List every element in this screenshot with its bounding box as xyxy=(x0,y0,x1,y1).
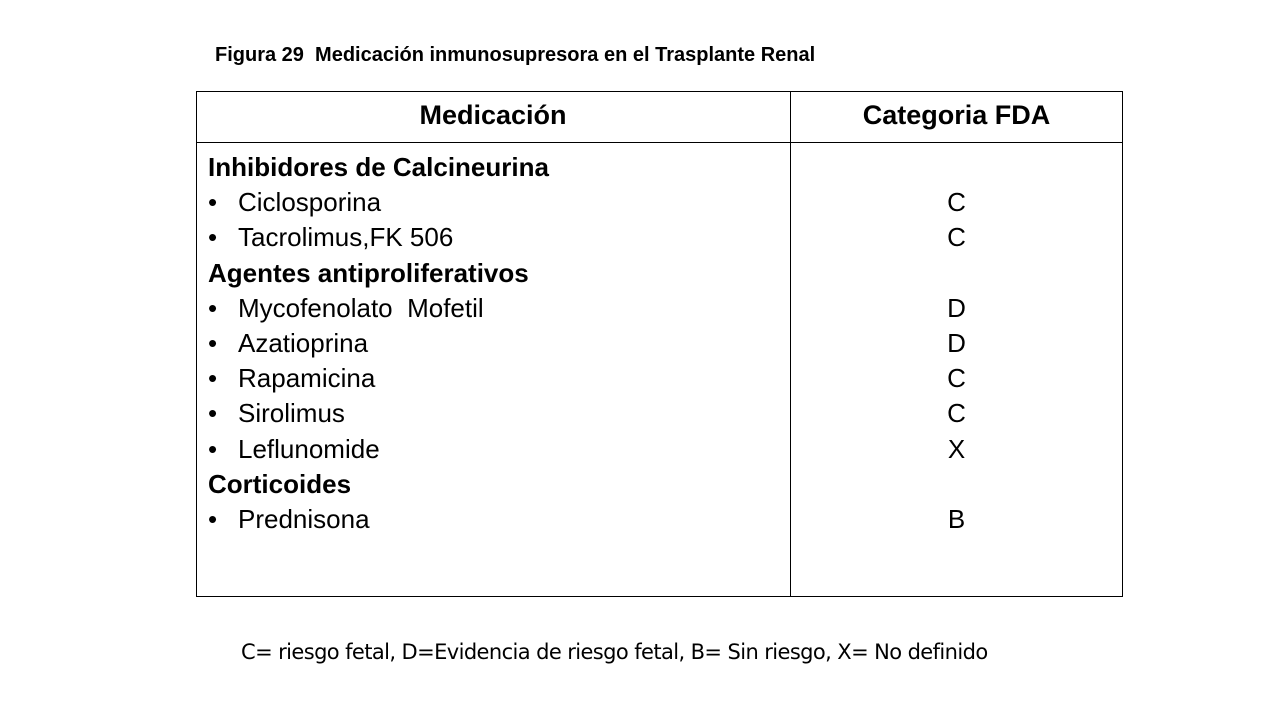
medication-item xyxy=(208,185,549,220)
bullet-icon: • xyxy=(208,433,218,464)
fda-category-value: C xyxy=(947,363,966,394)
medication-name: Leflunomide xyxy=(238,433,380,464)
group-label: Inhibidores de Calcineurina xyxy=(208,152,549,182)
group-heading xyxy=(208,467,549,502)
table-border-right xyxy=(1122,92,1123,596)
fda-category-value: B xyxy=(947,503,966,534)
fda-category-value: X xyxy=(947,433,966,464)
medication-name: Rapamicina xyxy=(238,363,376,394)
medication-name: Prednisona xyxy=(238,503,370,534)
fda-category-value: D xyxy=(947,327,966,358)
bullet-icon: • xyxy=(208,398,218,429)
medication-item xyxy=(208,326,549,361)
medication-item xyxy=(208,220,549,255)
medication-column xyxy=(208,150,549,537)
bullet-icon: • xyxy=(208,222,218,253)
group-label: Agentes antiproliferativos xyxy=(208,257,529,288)
medication-item xyxy=(208,396,549,431)
medication-item xyxy=(208,502,549,537)
bullet-icon: • xyxy=(208,363,218,394)
figure-caption: Figura 29 Medicación inmunosupresora en el Trasplante Renal xyxy=(215,44,816,66)
fda-category-value: C xyxy=(947,187,966,218)
fda-category-value: C xyxy=(947,222,966,253)
fda-category-value xyxy=(791,256,1122,291)
bullet-icon: • xyxy=(208,187,218,218)
bullet-icon: • xyxy=(208,327,218,358)
medication-name: Azatioprina xyxy=(238,327,369,358)
fda-category-value xyxy=(791,150,1122,185)
bullet-icon: • xyxy=(208,503,218,534)
header-medication: Medicación xyxy=(419,100,567,130)
group-heading xyxy=(208,256,549,291)
medication-name: Tacrolimus,FK 506 xyxy=(238,222,454,253)
bullet-icon: • xyxy=(208,292,218,323)
header-divider xyxy=(196,142,1123,143)
medication-item xyxy=(208,432,549,467)
fda-category-value: D xyxy=(947,292,966,323)
medication-table xyxy=(196,91,1123,597)
group-label: Corticoides xyxy=(208,468,352,499)
medication-item xyxy=(208,291,549,326)
medication-item xyxy=(208,361,549,396)
medication-name: Sirolimus xyxy=(238,398,345,429)
fda-category-value xyxy=(791,467,1122,502)
category-column xyxy=(791,150,1122,537)
table-border-left xyxy=(196,92,197,596)
group-heading xyxy=(208,150,549,185)
medication-name: Mycofenolato Mofetil xyxy=(238,292,484,323)
medication-name: Ciclosporina xyxy=(238,187,382,218)
fda-category-value: C xyxy=(947,398,966,429)
legend-footnote: C= riesgo fetal, D=Evidencia de riesgo fetal, B= Sin riesgo, X= No definido xyxy=(241,640,988,664)
header-fda-category: Categoria FDA xyxy=(862,100,1051,130)
